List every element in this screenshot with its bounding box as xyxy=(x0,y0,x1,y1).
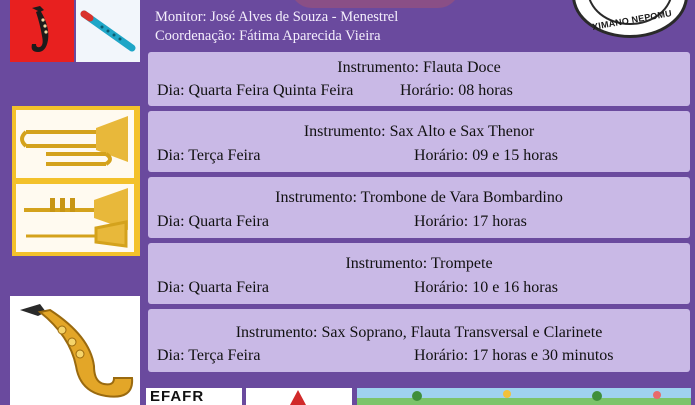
time-label: Horário: 10 e 16 horas xyxy=(414,279,558,296)
footer-logo-efafr xyxy=(146,388,242,405)
saxophone-icon xyxy=(10,296,140,405)
time-label: Horário: 17 horas e 30 minutos xyxy=(414,347,614,364)
time-label: Horário: 17 horas xyxy=(414,213,527,230)
saxophone-image-large xyxy=(10,296,140,405)
instrument-label: Instrumento: Sax Soprano, Flauta Transversal e Clarinete xyxy=(235,324,603,341)
time-label: Horário: 08 horas xyxy=(400,82,513,99)
coordination-line: Coordenação: Fátima Aparecida Vieira xyxy=(155,28,381,44)
saxophone-icon xyxy=(10,0,74,62)
school-emblem xyxy=(572,0,688,38)
trumpet-panel xyxy=(16,184,134,252)
header-decoration xyxy=(290,0,460,8)
schedule-row xyxy=(148,111,690,172)
header xyxy=(155,8,398,46)
schedule-row xyxy=(148,52,690,106)
flute-icon xyxy=(76,0,140,62)
footer-logo-text: EFAFR xyxy=(150,388,205,405)
schedule-row xyxy=(148,177,690,238)
red-triangle-icon xyxy=(246,388,352,405)
time-label: Horário: 09 e 15 horas xyxy=(414,147,558,164)
day-label: Dia: Quarta Feira xyxy=(157,213,269,230)
instrument-label: Instrumento: Trompete xyxy=(345,255,493,272)
day-label: Dia: Terça Feira xyxy=(157,347,261,364)
landscape-drawing-icon xyxy=(357,388,691,405)
brass-instruments-image xyxy=(12,106,140,256)
day-label: Dia: Quarta Feira Quinta Feira xyxy=(157,82,354,99)
schedule-panel xyxy=(145,50,693,380)
footer-logo-red xyxy=(246,388,352,405)
trumpet-icon xyxy=(16,184,134,252)
emblem-text: XIMANO NEPOMU xyxy=(591,8,673,32)
footer-drawing xyxy=(357,388,691,405)
trombone-panel xyxy=(16,110,134,178)
day-label: Dia: Quarta Feira xyxy=(157,279,269,296)
schedule-row xyxy=(148,309,690,372)
day-label: Dia: Terça Feira xyxy=(157,147,261,164)
instrument-label: Instrumento: Trombone de Vara Bombardino xyxy=(275,189,563,206)
saxophone-image-small xyxy=(10,0,74,62)
instrument-label: Instrumento: Flauta Doce xyxy=(337,59,501,76)
schedule-row xyxy=(148,243,690,304)
trombone-icon xyxy=(16,110,134,178)
instrument-label: Instrumento: Sax Alto e Sax Thenor xyxy=(303,123,535,140)
monitor-line: Monitor: José Alves de Souza - Menestrel xyxy=(155,9,399,25)
recorder-flute-image xyxy=(76,0,140,62)
